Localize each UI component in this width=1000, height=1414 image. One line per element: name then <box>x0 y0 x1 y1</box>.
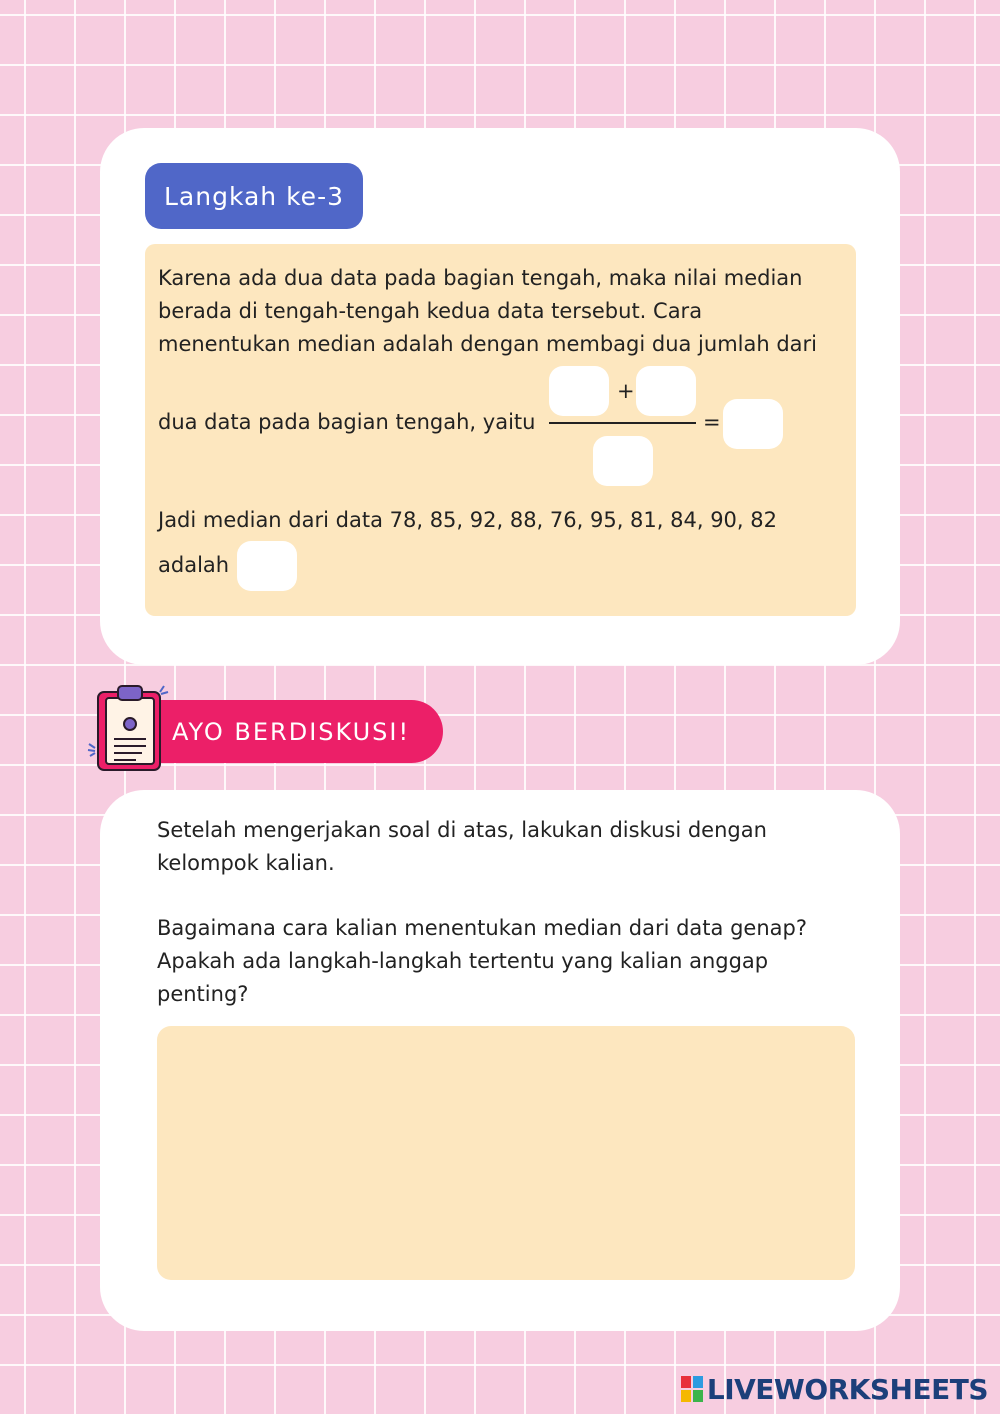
conclusion-line-1: Jadi median dari data 78, 85, 92, 88, 76, 95, 81, 84, 90, 82 <box>158 508 777 532</box>
numerator-first-input[interactable] <box>549 366 609 416</box>
discuss-question-line-2: Apakah ada langkah-langkah tertentu yang kalian anggap <box>157 949 769 973</box>
discussion-card <box>100 790 900 1331</box>
clipboard-icon <box>86 684 170 774</box>
discuss-intro-line-2: kelompok kalian. <box>157 851 335 875</box>
logo-text: LIVEWORKSHEETS <box>706 1372 988 1406</box>
discuss-question-line-3: penting? <box>157 982 249 1006</box>
equals-sign: = <box>703 410 721 434</box>
discuss-tab-label: AYO BERDISKUSI! <box>172 717 411 746</box>
step-text-line-2: berada di tengah-tengah kedua data tersebut. Cara <box>158 299 703 323</box>
denominator-input[interactable] <box>593 436 653 486</box>
liveworksheets-logo <box>681 1372 988 1406</box>
median-answer-input[interactable] <box>237 541 297 591</box>
plus-sign: + <box>617 379 635 403</box>
step-explanation-box <box>145 244 856 616</box>
step-text-line-3: menentukan median adalah dengan membagi dua jumlah dari <box>158 332 818 356</box>
fraction-line <box>549 422 696 424</box>
discuss-tab <box>140 700 443 763</box>
discuss-question-line-1: Bagaimana cara kalian menentukan median dari data genap? <box>157 916 807 940</box>
discuss-intro-line-1: Setelah mengerjakan soal di atas, lakukan diskusi dengan <box>157 818 767 842</box>
conclusion-line-2: adalah <box>158 553 230 577</box>
live-badge-icon <box>681 1376 703 1402</box>
step-header: Langkah ke-3 <box>145 163 363 229</box>
fraction-result-input[interactable] <box>723 399 783 449</box>
step-text-line-1: Karena ada dua data pada bagian tengah, maka nilai median <box>158 266 803 290</box>
step-text-line-4: dua data pada bagian tengah, yaitu <box>158 410 536 434</box>
discussion-answer-area[interactable] <box>157 1026 855 1280</box>
numerator-second-input[interactable] <box>636 366 696 416</box>
step-card <box>100 128 900 665</box>
